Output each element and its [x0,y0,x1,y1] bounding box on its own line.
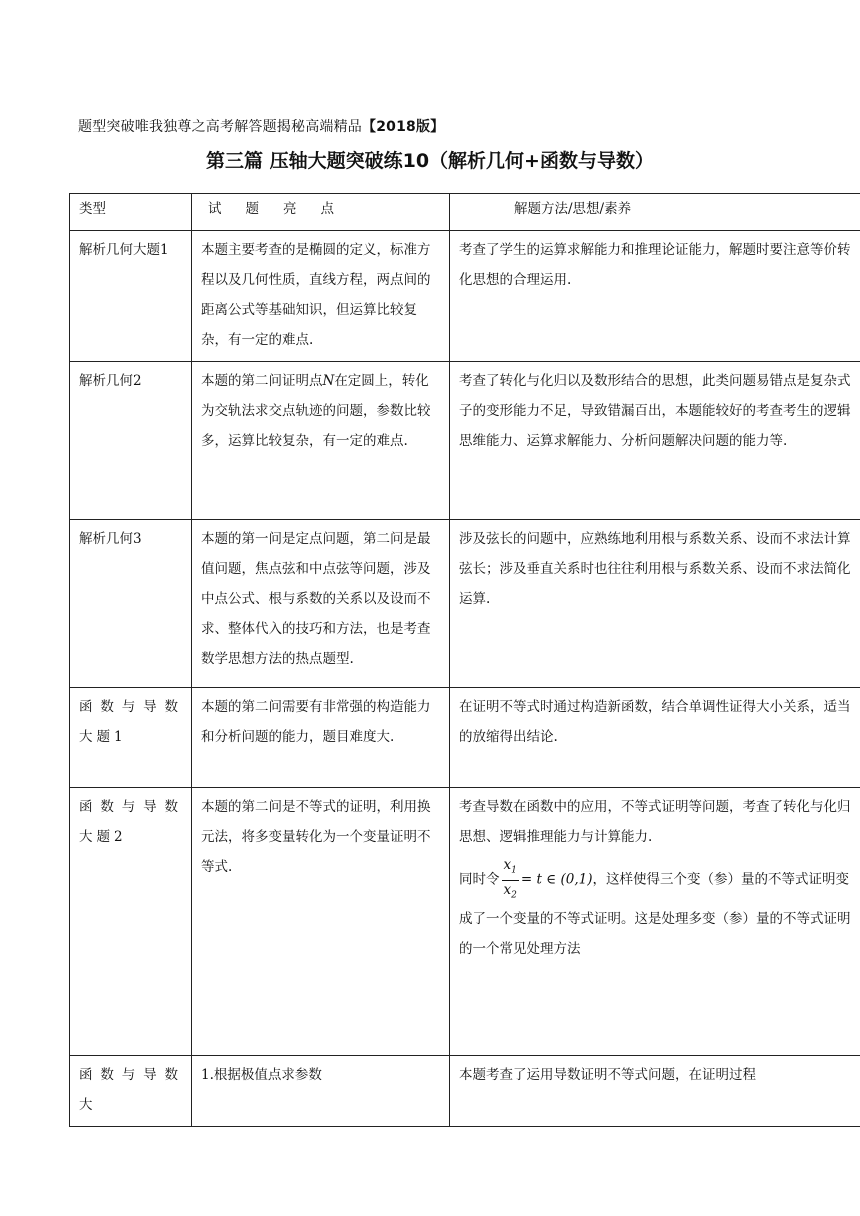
row-type: 函数与导数大 [70,1056,192,1127]
table-row [70,362,860,520]
page-title: 第三篇 压轴大题突破练10（解析几何+函数与导数） [206,150,654,172]
table-row [70,788,860,1056]
column-header-method: 解题方法/思想/素养 [450,194,860,231]
row-highlight [192,362,450,520]
table-row [70,520,860,688]
variable-n: N [322,373,335,389]
header-edition: 【2018版】 [362,119,445,135]
fraction-x1-over-x2: $\frac{x_1}{x_2}$ [503,857,517,901]
summary-table [69,193,860,1127]
row-type: 解析几何2 [70,362,192,520]
formula-expression: = t ∈ (0,1) [520,871,593,888]
row-method [450,788,860,1056]
row-method: 在证明不等式时通过构造新函数，结合单调性证得大小关系，适当的放缩得出结论. [450,688,860,788]
table-row [70,1056,860,1127]
row-type: 函数与导数大题1 [70,688,192,788]
table-header-row [70,194,860,231]
row-method: 考查了转化与化归以及数形结合的思想，此类问题易错点是复杂式子的变形能力不足，导致错漏百出，本题能较好的考查考生的逻辑思维能力、运算求解能力、分析问题解决问题的能力等. [450,362,860,520]
table-row [70,231,860,362]
row-type: 解析几何3 [70,520,192,688]
row-highlight: 1.根据极值点求参数 [192,1056,450,1127]
highlight-text-post: 在定圆上，转化为交轨法求交点轨迹的问题，参数比较多，运算比较复杂，有一定的难点. [201,373,431,449]
highlight-text-pre: 本题的第二问证明点 [201,373,323,389]
table-row [70,688,860,788]
row-method: 本题考查了运用导数证明不等式问题，在证明过程 [450,1056,860,1127]
document-header [78,116,444,136]
header-subtitle: 题型突破唯我独尊之高考解答题揭秘高端精品 [78,119,362,135]
row-highlight: 本题的第二问需要有非常强的构造能力和分析问题的能力，题目难度大. [192,688,450,788]
row-highlight: 本题的第一问是定点问题，第二问是最值问题，焦点弦和中点弦等问题，涉及中点公式、根与系数的关系以及设而不求、整体代入的技巧和方法，也是考查数学思想方法的热点题型. [192,520,450,688]
method-paragraph-with-formula [459,856,852,964]
row-highlight: 本题主要考查的是椭圆的定义，标准方程以及几何性质，直线方程，两点间的距离公式等基础知识，但运算比较复杂，有一定的难点. [192,231,450,362]
row-method: 考查了学生的运算求解能力和推理论证能力，解题时要注意等价转化思想的合理运用. [450,231,860,362]
method-text-pre: 同时令 [459,871,500,888]
row-method: 涉及弦长的问题中，应熟练地利用根与系数关系、设而不求法计算弦长；涉及垂直关系时也往往利用根与系数关系、设而不求法简化运算. [450,520,860,688]
method-paragraph: 考查导数在函数中的应用，不等式证明等问题，考查了转化与化归思想、逻辑推理能力与计算能力. [459,799,851,845]
row-type: 函数与导数大题2 [70,788,192,1056]
column-header-type: 类型 [70,194,192,231]
row-type: 解析几何大题1 [70,231,192,362]
method-text-post: ，这样使得三个变（参）量的不等式证明变成了一个变量的不等式证明。这是处理多变（参）量的不等式证明的一个常见处理方法 [459,871,851,958]
column-header-highlight: 试题亮点 [192,194,450,231]
row-highlight: 本题的第二问是不等式的证明，利用换元法，将多变量转化为一个变量证明不等式. [192,788,450,1056]
